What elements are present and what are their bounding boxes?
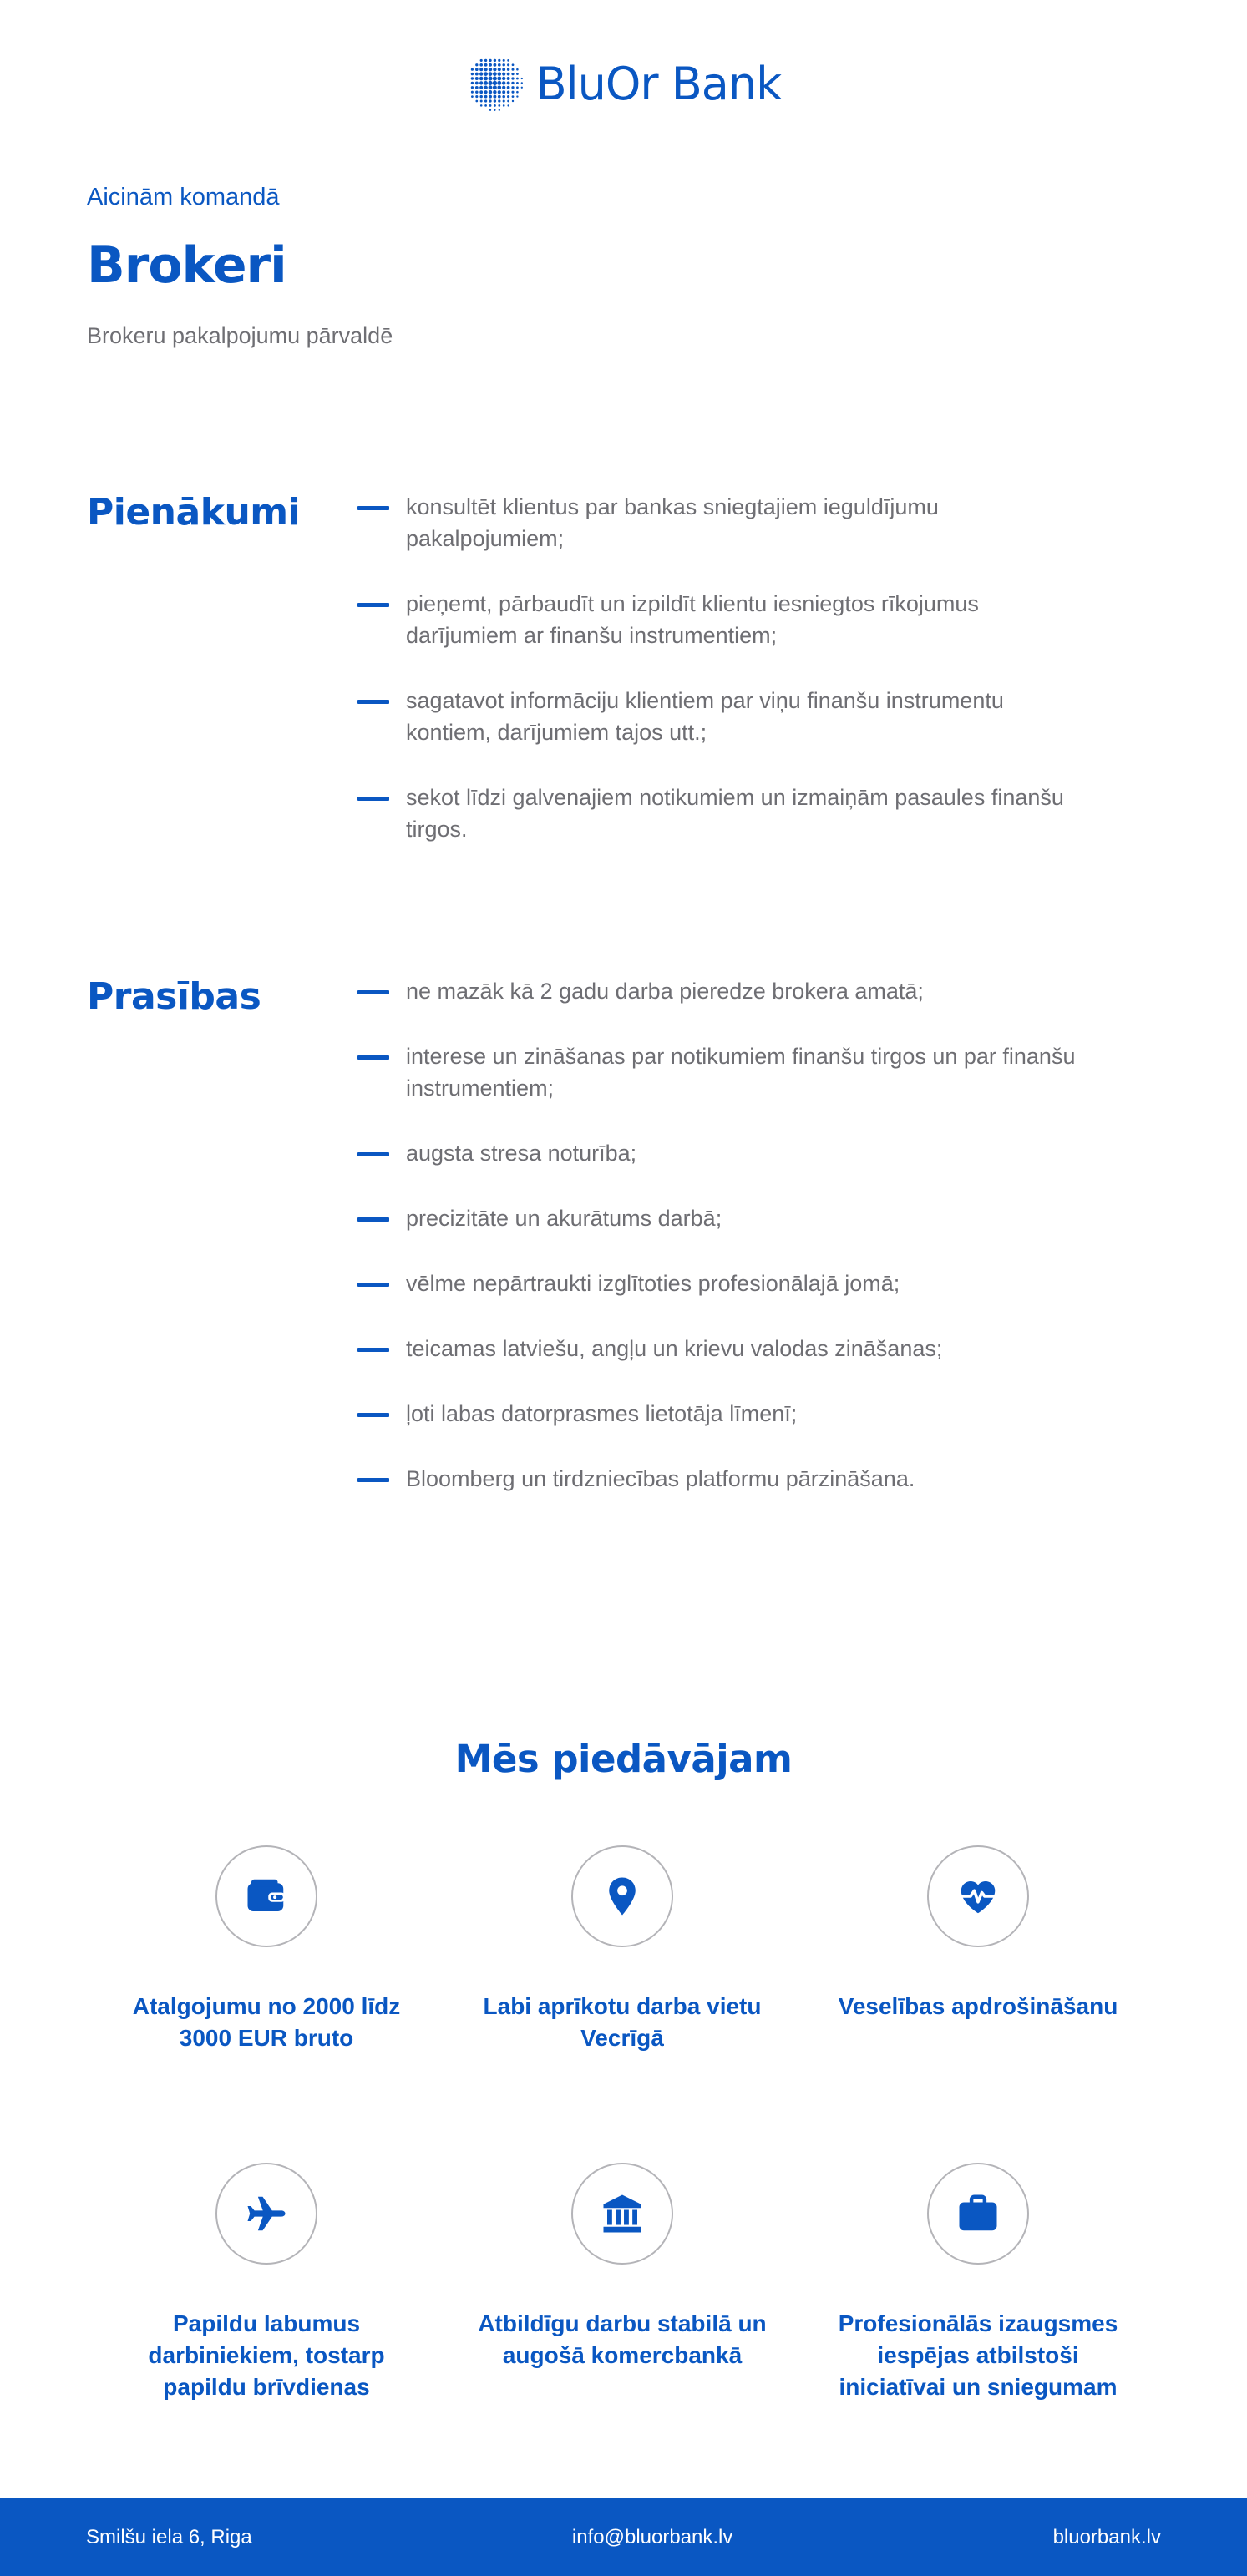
offer-icon-circle (927, 1845, 1029, 1947)
list-item (357, 1333, 1092, 1364)
offer-insurance (811, 1845, 1145, 2022)
requirements-list (357, 975, 1092, 1528)
dash-icon (357, 603, 389, 607)
list-item-text: konsultēt klientus par bankas sniegtajiem ieguldījumu pakalpojumiem; (406, 494, 939, 551)
page-subtitle: Brokeru pakalpojumu pārvaldē (87, 323, 393, 348)
header (0, 43, 1247, 124)
wallet-icon (244, 1874, 289, 1919)
list-item-text: pieņemt, pārbaudīt un izpildīt klientu iesniegtos rīkojumus darījumiem ar finanšu instrumentiem; (406, 591, 979, 648)
location-pin-icon (600, 1874, 645, 1919)
list-item-text: vēlme nepārtraukti izglītoties profesionālajā jomā; (406, 1271, 900, 1296)
offer-label: Veselības apdrošināšanu (838, 1993, 1118, 2019)
footer-email-link[interactable]: info@bluorbank.lv (571, 2525, 733, 2548)
offer-icon-circle (927, 2163, 1029, 2265)
list-item (357, 491, 1092, 554)
list-item-text: augsta stresa noturība; (406, 1141, 637, 1166)
offer-salary (99, 1845, 433, 2054)
dash-icon (357, 1348, 389, 1352)
dash-icon (357, 1413, 389, 1417)
list-item (357, 685, 1092, 748)
list-item-text: teicamas latviešu, angļu un krievu valodas zināšanas; (406, 1336, 943, 1361)
offer-icon-circle (571, 1845, 673, 1947)
duties-title: Pienākumi (87, 491, 301, 534)
offer-growth (811, 2163, 1145, 2403)
heart-pulse-icon (956, 1874, 1001, 1919)
offer-label: Atalgojumu no 2000 līdz 3000 EUR bruto (132, 1993, 401, 2051)
dash-icon (357, 1217, 389, 1222)
dash-icon (357, 506, 389, 510)
requirements-title: Prasības (87, 975, 261, 1018)
list-item-text: sekot līdzi galvenajiem notikumiem un izmaiņām pasaules finanšu tirgos. (406, 785, 1064, 842)
list-item-text: ne mazāk kā 2 gadu darba pieredze brokera amatā; (406, 979, 924, 1004)
footer-address: Smilšu iela 6, Riga (86, 2525, 252, 2548)
offer-label: Labi aprīkotu darba vietu Vecrīgā (483, 1993, 762, 2051)
offers-title: Mēs piedāvājam (454, 1737, 793, 1781)
list-item-text: ļoti labas datorprasmes lietotāja līmenī; (406, 1401, 798, 1426)
list-item (357, 1398, 1092, 1430)
list-item (357, 1137, 1092, 1169)
duties-list (357, 491, 1092, 878)
dash-icon (357, 990, 389, 994)
offer-icon-circle (215, 2163, 317, 2265)
list-item-text: Bloomberg un tirdzniecības platformu pārzināšana. (406, 1466, 915, 1491)
bank-building-icon (600, 2191, 645, 2236)
list-item (357, 1040, 1092, 1104)
dash-icon (357, 700, 389, 704)
list-item (357, 1268, 1092, 1299)
brand-name: BluOr Bank (535, 57, 782, 110)
list-item (357, 588, 1092, 651)
dash-icon (357, 1283, 389, 1287)
offer-icon-circle (571, 2163, 673, 2265)
offer-label: Atbildīgu darbu stabilā un augošā komercbankā (478, 2310, 767, 2368)
dash-icon (357, 797, 389, 801)
footer (0, 2498, 1247, 2576)
page-title: Brokeri (87, 236, 286, 295)
offer-label: Papildu labumus darbiniekiem, tostarp papildu brīvdienas (148, 2310, 385, 2400)
dash-icon (357, 1152, 389, 1156)
list-item-text: sagatavot informāciju klientiem par viņu finanšu instrumentu kontiem, darījumiem tajos utt.; (406, 688, 1004, 745)
offer-benefits (99, 2163, 433, 2403)
hero (87, 184, 393, 349)
offer-icon-circle (215, 1845, 317, 1947)
offer-bank (455, 2163, 789, 2371)
dash-icon (357, 1055, 389, 1060)
list-item (357, 1202, 1092, 1234)
list-item-text: precizitāte un akurātums darbā; (406, 1206, 722, 1231)
footer-website-link[interactable]: bluorbank.lv (1052, 2525, 1161, 2548)
list-item-text: interese un zināšanas par notikumiem finanšu tirgos un par finanšu instrumentiem; (406, 1044, 1076, 1101)
dash-icon (357, 1478, 389, 1482)
hero-kicker: Aicinām komandā (87, 184, 280, 210)
list-item (357, 975, 1092, 1007)
offer-label: Profesionālās izaugsmes iespējas atbilstoši iniciatīvai un sniegumam (838, 2310, 1118, 2400)
logo-dots-icon (466, 54, 525, 113)
list-item (357, 782, 1092, 845)
offer-workplace (455, 1845, 789, 2054)
briefcase-icon (956, 2191, 1001, 2236)
airplane-icon (244, 2191, 289, 2236)
bank-logo[interactable] (466, 54, 782, 113)
list-item (357, 1463, 1092, 1495)
